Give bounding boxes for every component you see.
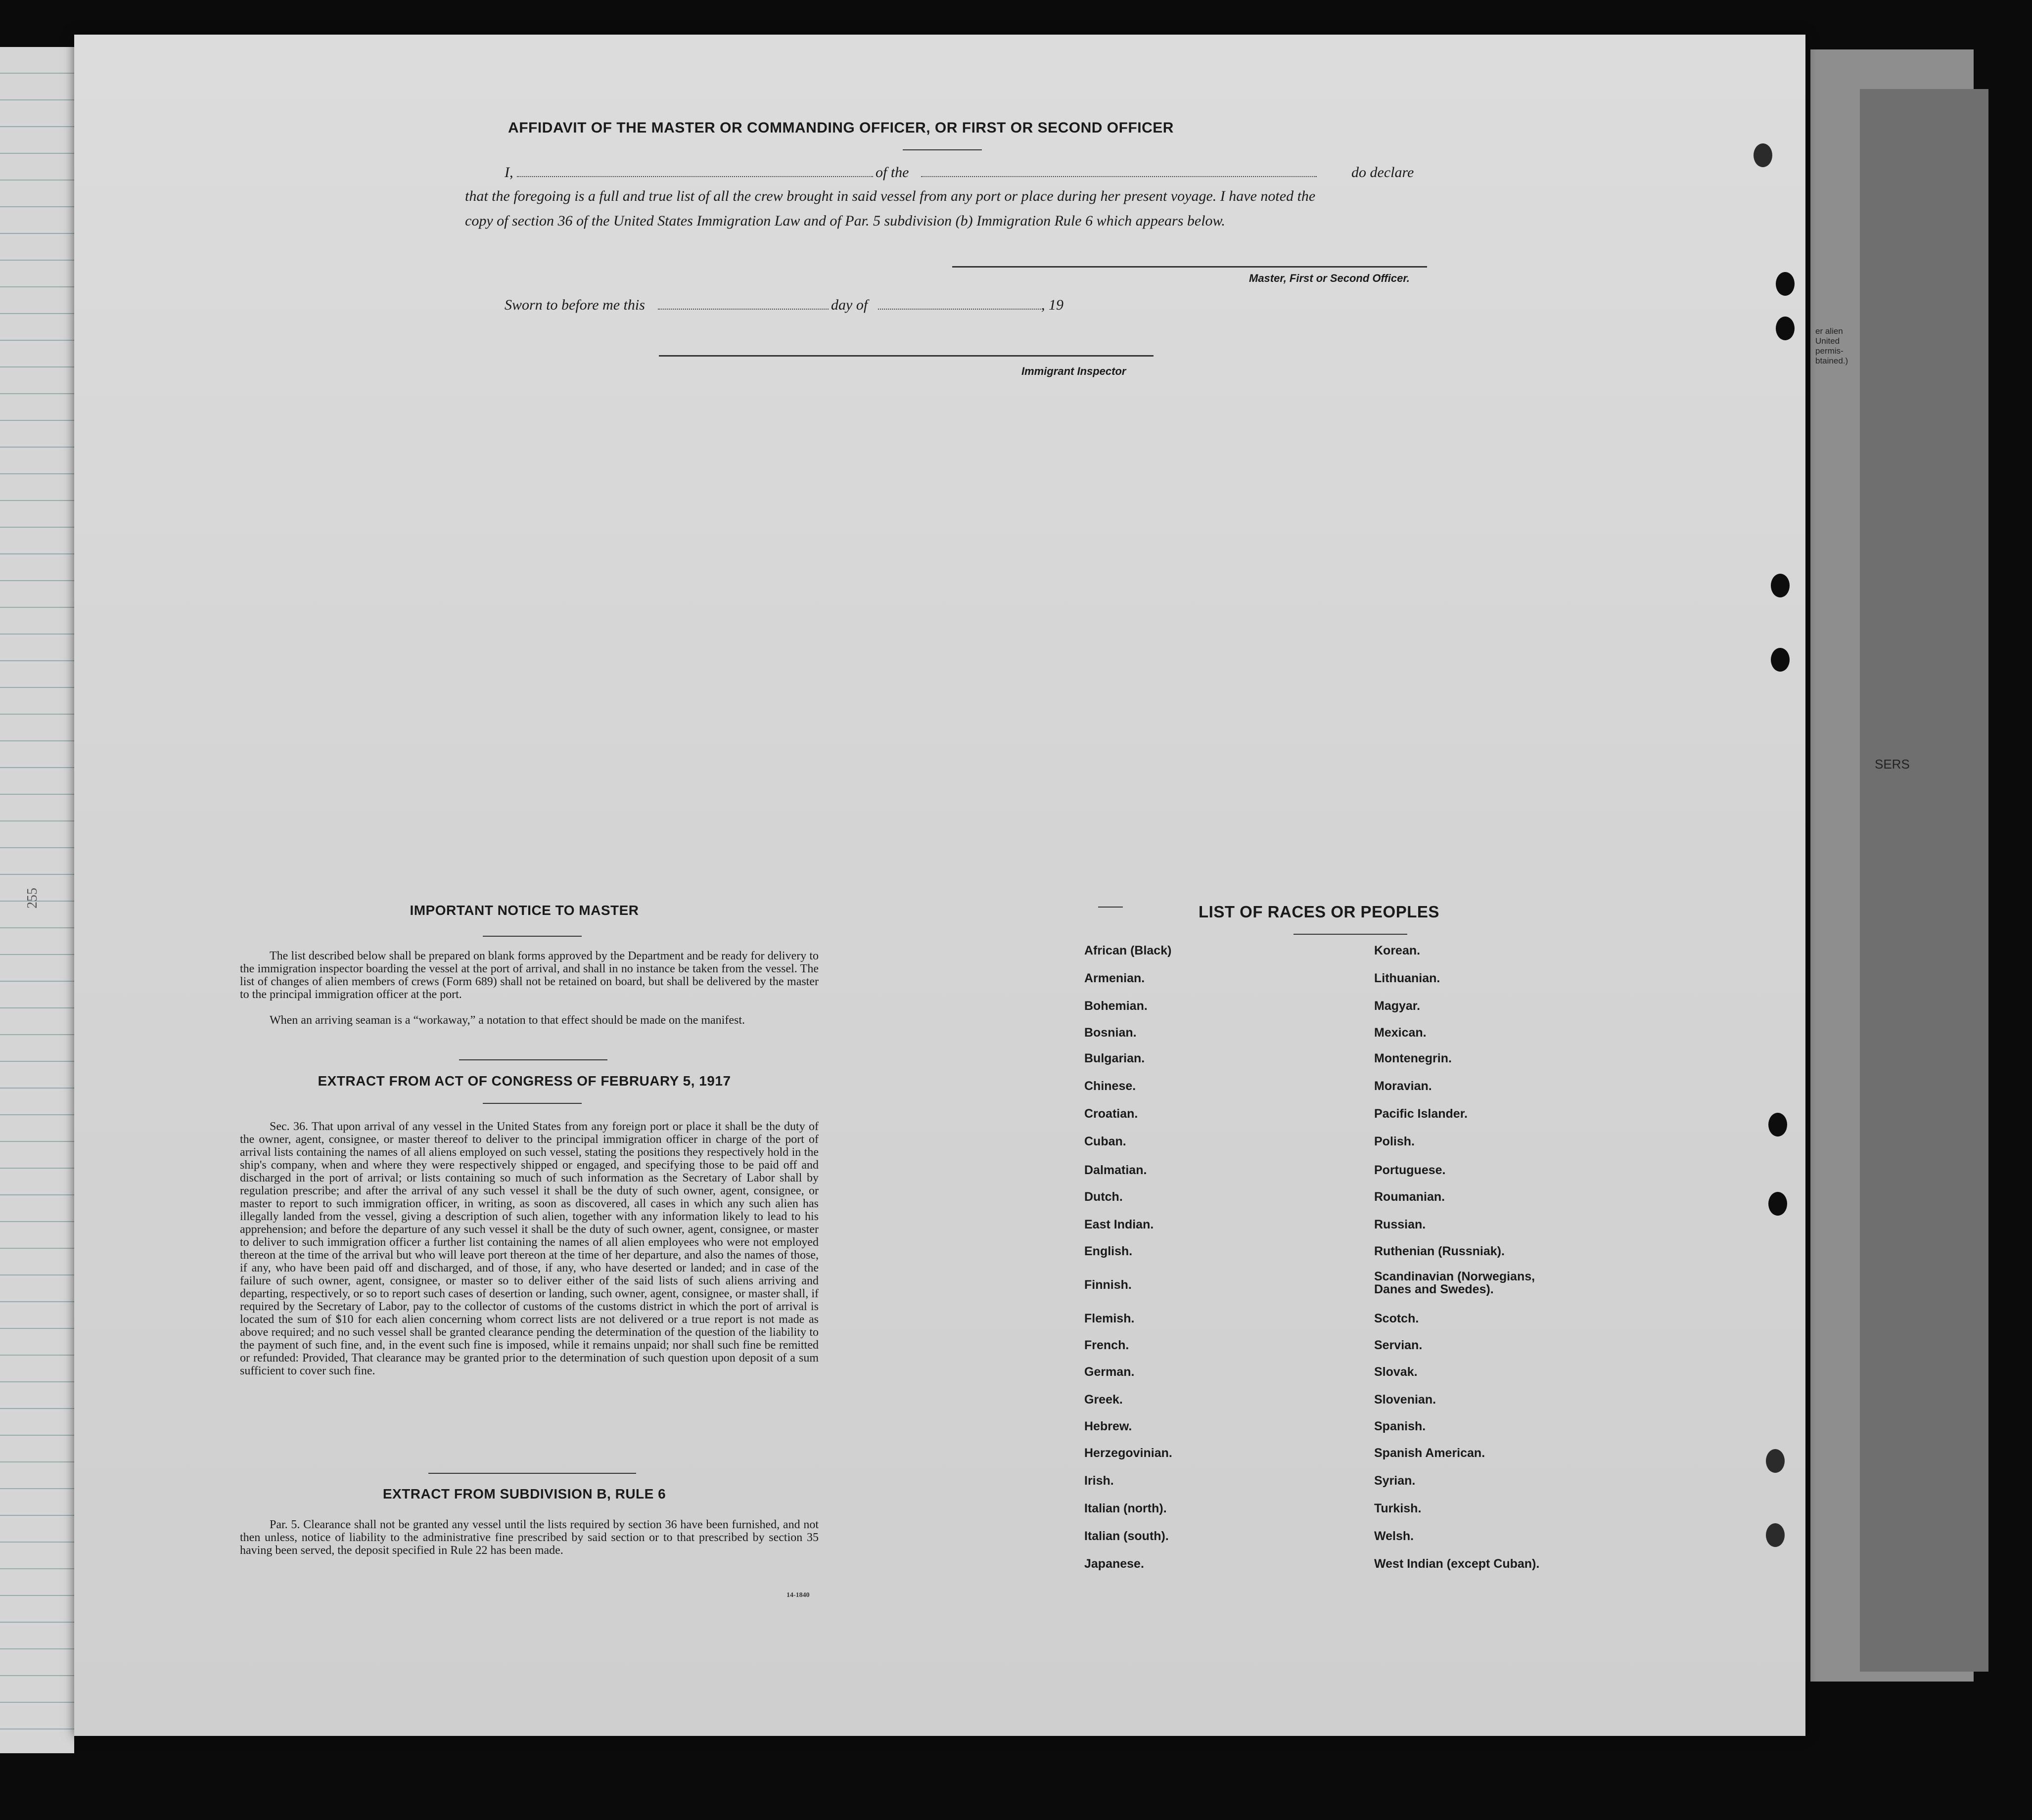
race-item: Bulgarian.: [1084, 1051, 1145, 1065]
year-label: , 19: [1041, 297, 1063, 313]
name-blank: [517, 176, 873, 177]
binder-hole-icon: [1766, 1449, 1785, 1473]
race-item: Herzegovinian.: [1084, 1446, 1172, 1460]
race-item: Finnish.: [1084, 1278, 1132, 1292]
binder-hole-icon: [1776, 317, 1795, 340]
race-item: Flemish.: [1084, 1312, 1135, 1325]
race-item: Portuguese.: [1374, 1163, 1446, 1177]
inspector-signature-line: [659, 355, 1154, 357]
affidavit-statement-line: copy of section 36 of the United States Immigration Law and of Par. 5 subdivision (b) Immigration Rule 6 which appears below.: [465, 213, 1225, 229]
race-item: Lithuanian.: [1374, 971, 1440, 985]
divider: [1098, 907, 1123, 908]
section-36-text: Sec. 36. That upon arrival of any vessel in the United States from any foreign port or place it shall be the duty of the owner, agent, consignee, or master thereof to deliver to the principal immigration officer in charge of the port of arrival lists containing the names of all aliens employed on such vessel, stating the positions they respectively hold in the ship's company, when and where they were respectively shipped or engaged, and specifying those to be paid off and discharged in the port of arrival; or lists containing so much of such information as the Secretary of Labor shall by regulation prescribe; and after the arrival of any such vessel it shall be the duty of such owner, agent, consignee, or master to report to such immigration officer, in writing, as soon as discovered, all cases in which any such alien has illegally landed from the vessel, giving a description of such alien, together with any information likely to lead to his apprehension; and before the departure of any such vessel it shall be the duty of such owner, agent, consignee, or master to deliver to such immigration officer a further list containing the names of all alien employees who were not employed thereon at the time of the arrival but who will leave port thereon at the time of her departure, and also the names of those, if any, who have been paid off and discharged, and of those, if any, who have deserted or landed; and in case of the failure of such owner, agent, consignee, or master so to deliver either of the said lists of such aliens arriving and departing, respectively, or so to report such cases of desertion or landing, such owner, agent, consignee, or master shall, if required by the Secretary of Labor, pay to the collector of customs of the customs district in which the port of arrival is located the sum of $10 for each alien concerning whom correct lists are not delivered or a true report is not made as above required; and no such vessel shall be granted clearance pending the determination of the question of the liability to the payment of such fine, and, in the event such fine is imposed, while it remains unpaid; nor shall such fine be remitted or refunded: Provided, That clearance may be granted prior to the determination of such question upon deposit of a sum sufficient to cover such fine.: [240, 1120, 819, 1377]
extract-rule-title: EXTRACT FROM SUBDIVISION B, RULE 6: [382, 1486, 666, 1502]
extract-act-title: EXTRACT FROM ACT OF CONGRESS OF FEBRUARY 5, 1917: [318, 1073, 731, 1089]
race-item: Cuban.: [1084, 1135, 1126, 1148]
race-item: Ruthenian (Russniak).: [1374, 1244, 1505, 1258]
race-item: Spanish.: [1374, 1419, 1426, 1433]
race-item: Russian.: [1374, 1218, 1426, 1231]
day-of-label: day of: [831, 297, 868, 313]
declare-label: do declare: [1351, 164, 1414, 181]
race-item: Dutch.: [1084, 1190, 1123, 1204]
affidavit-i-label: I,: [505, 164, 513, 181]
race-item: English.: [1084, 1244, 1133, 1258]
signature-line: [952, 266, 1427, 268]
race-item: Italian (north).: [1084, 1502, 1167, 1515]
binder-hole-icon: [1766, 1523, 1785, 1547]
race-item: Irish.: [1084, 1474, 1114, 1488]
race-item: Scandinavian (Norwegians, Danes and Swedes).: [1374, 1270, 1535, 1296]
sworn-day-blank: [658, 309, 829, 310]
binder-hole-icon: [1768, 1192, 1787, 1216]
race-item: East Indian.: [1084, 1218, 1154, 1231]
race-item: Polish.: [1374, 1135, 1415, 1148]
race-item: Dalmatian.: [1084, 1163, 1147, 1177]
race-item: Montenegrin.: [1374, 1051, 1452, 1065]
race-item: Moravian.: [1374, 1079, 1432, 1093]
edge-note-fragment: er alien United permis- btained.): [1815, 326, 1848, 365]
affidavit-statement-line: that the foregoing is a full and true list of all the crew brought in said vessel from any port or place during her present voyage. I have noted the: [465, 188, 1316, 204]
race-item: Croatian.: [1084, 1107, 1138, 1121]
form-number: 14-1840: [786, 1592, 810, 1599]
binder-hole-icon: [1754, 143, 1772, 167]
race-item: Korean.: [1374, 944, 1421, 957]
vessel-blank: [921, 176, 1317, 177]
race-item: Scotch.: [1374, 1312, 1419, 1325]
race-item: Italian (south).: [1084, 1529, 1169, 1543]
race-item: Greek.: [1084, 1393, 1123, 1407]
underlying-page-stack-dark: [1860, 89, 1988, 1672]
divider: [903, 149, 982, 150]
race-item: Chinese.: [1084, 1079, 1136, 1093]
race-item: Magyar.: [1374, 999, 1421, 1013]
race-item: African (Black): [1084, 944, 1172, 957]
binder-hole-icon: [1776, 272, 1795, 296]
divider: [1293, 934, 1407, 935]
race-item: Slovak.: [1374, 1365, 1418, 1379]
race-item: Armenian.: [1084, 971, 1145, 985]
race-item: Bohemian.: [1084, 999, 1148, 1013]
race-item: Hebrew.: [1084, 1419, 1132, 1433]
race-item: Turkish.: [1374, 1502, 1422, 1515]
race-item: Slovenian.: [1374, 1393, 1436, 1407]
divider: [428, 1473, 636, 1474]
binder-hole-icon: [1768, 1113, 1787, 1137]
notice-paragraph: The list described below shall be prepared on blank forms approved by the Department and be ready for delivery to the immigration inspector boarding the vessel at the port of arrival, and shall in no instance be taken from the vessel. The list of changes of alien members of crews (Form 689) shall not be retained on board, but shall be delivered by the master to the principal immigration officer at the port.: [240, 950, 819, 1001]
edge-label-fragment: SERS: [1875, 757, 1910, 772]
of-the-label: of the: [876, 164, 909, 181]
race-item: Pacific Islander.: [1374, 1107, 1468, 1121]
race-item: Japanese.: [1084, 1557, 1144, 1571]
sworn-label: Sworn to before me this: [505, 297, 645, 313]
divider: [459, 1059, 607, 1060]
race-item: French.: [1084, 1338, 1129, 1352]
race-item: Bosnian.: [1084, 1026, 1137, 1040]
notice-paragraph: When an arriving seaman is a “workaway,” a notation to that effect should be made on the manifest.: [270, 1014, 745, 1027]
race-item: West Indian (except Cuban).: [1374, 1557, 1540, 1571]
margin-number: 255: [25, 888, 40, 909]
binder-hole-icon: [1771, 648, 1790, 672]
inspector-label: Immigrant Inspector: [1021, 365, 1126, 377]
race-item: Spanish American.: [1374, 1446, 1485, 1460]
affidavit-title: AFFIDAVIT OF THE MASTER OR COMMANDING OFFICER, OR FIRST OR SECOND OFFICER: [508, 120, 1174, 136]
races-title: LIST OF RACES OR PEOPLES: [1199, 903, 1439, 921]
rule-6-text: Par. 5. Clearance shall not be granted any vessel until the lists required by section 36 have been furnished, and not then unless, notice of liability to the administrative fine prescribed by said section or to that prescribed by section 35 having been served, the deposit specified in Rule 22 has been made.: [240, 1518, 819, 1557]
document-page: [74, 35, 1805, 1736]
race-item: Syrian.: [1374, 1474, 1416, 1488]
divider: [483, 1103, 582, 1104]
race-item: Servian.: [1374, 1338, 1423, 1352]
race-item: Roumanian.: [1374, 1190, 1445, 1204]
race-item: Welsh.: [1374, 1529, 1414, 1543]
signature-label: Master, First or Second Officer.: [1249, 272, 1410, 284]
race-item: Mexican.: [1374, 1026, 1427, 1040]
notice-title: IMPORTANT NOTICE TO MASTER: [410, 903, 639, 918]
divider: [483, 936, 582, 937]
race-item: German.: [1084, 1365, 1135, 1379]
sworn-month-blank: [878, 309, 1041, 310]
binder-hole-icon: [1771, 574, 1790, 597]
